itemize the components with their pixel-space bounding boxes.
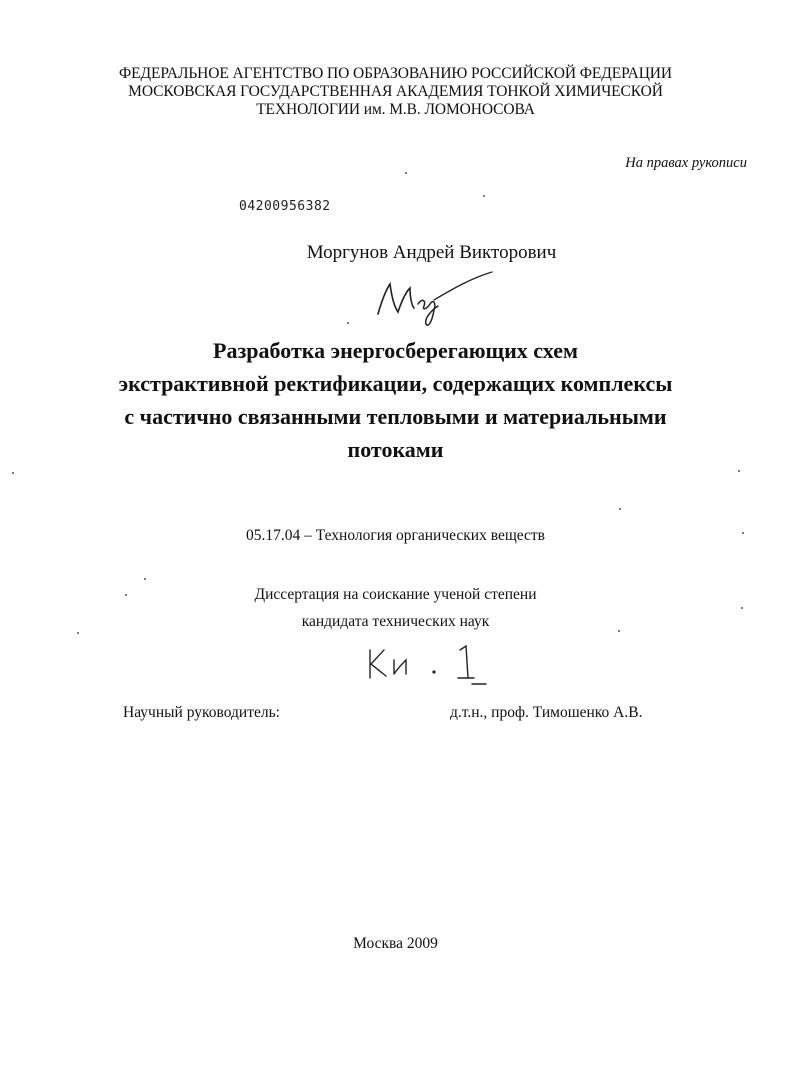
- scan-speck: [619, 508, 621, 510]
- scan-speck: [12, 472, 14, 474]
- city-year: Москва 2009: [353, 935, 438, 952]
- scan-speck: [125, 594, 127, 596]
- manuscript-rights-label: На правах рукописи: [625, 155, 747, 171]
- degree-line-2: кандидата технических наук: [301, 613, 490, 630]
- scan-speck: [347, 322, 349, 324]
- scan-speck: [741, 607, 743, 609]
- supervisor-label: Научный руководитель:: [123, 704, 280, 721]
- institution-header-line-1: ФЕДЕРАЛЬНОЕ АГЕНТСТВО ПО ОБРАЗОВАНИЮ РОССИЙСКОЙ ФЕДЕРАЦИИ: [118, 65, 672, 82]
- scan-speck: [144, 578, 146, 580]
- scan-speck: [405, 172, 407, 174]
- specialty-code: 05.17.04 – Технология органических веществ: [245, 527, 546, 544]
- thesis-title-line-1: Разработка энергосберегающих схем: [213, 338, 578, 363]
- thesis-title-line-4: потоками: [347, 437, 444, 462]
- thesis-title-line-2: экстрактивной ректификации, содержащих комплексы: [118, 371, 673, 396]
- scan-speck: [77, 632, 79, 634]
- thesis-title-line-3: с частично связанными тепловыми и материальными: [124, 404, 667, 429]
- scan-speck: [738, 470, 740, 472]
- author-signature: [368, 270, 498, 332]
- degree-line-1: Диссертация на соискание ученой степени: [254, 586, 537, 603]
- library-stamp-number: 04200956382: [239, 199, 331, 214]
- scan-speck: [618, 630, 620, 632]
- scan-speck: [742, 532, 744, 534]
- institution-header-line-2: МОСКОВСКАЯ ГОСУДАРСТВЕННАЯ АКАДЕМИЯ ТОНКОЙ ХИМИЧЕСКОЙ: [128, 83, 663, 100]
- supervisor-name: д.т.н., проф. Тимошенко А.В.: [450, 704, 643, 721]
- handwritten-mark: [362, 640, 492, 688]
- institution-header-line-3: ТЕХНОЛОГИИ им. М.В. ЛОМОНОСОВА: [256, 101, 535, 118]
- author-name: Моргунов Андрей Викторович: [306, 242, 557, 263]
- scan-speck: [483, 195, 485, 197]
